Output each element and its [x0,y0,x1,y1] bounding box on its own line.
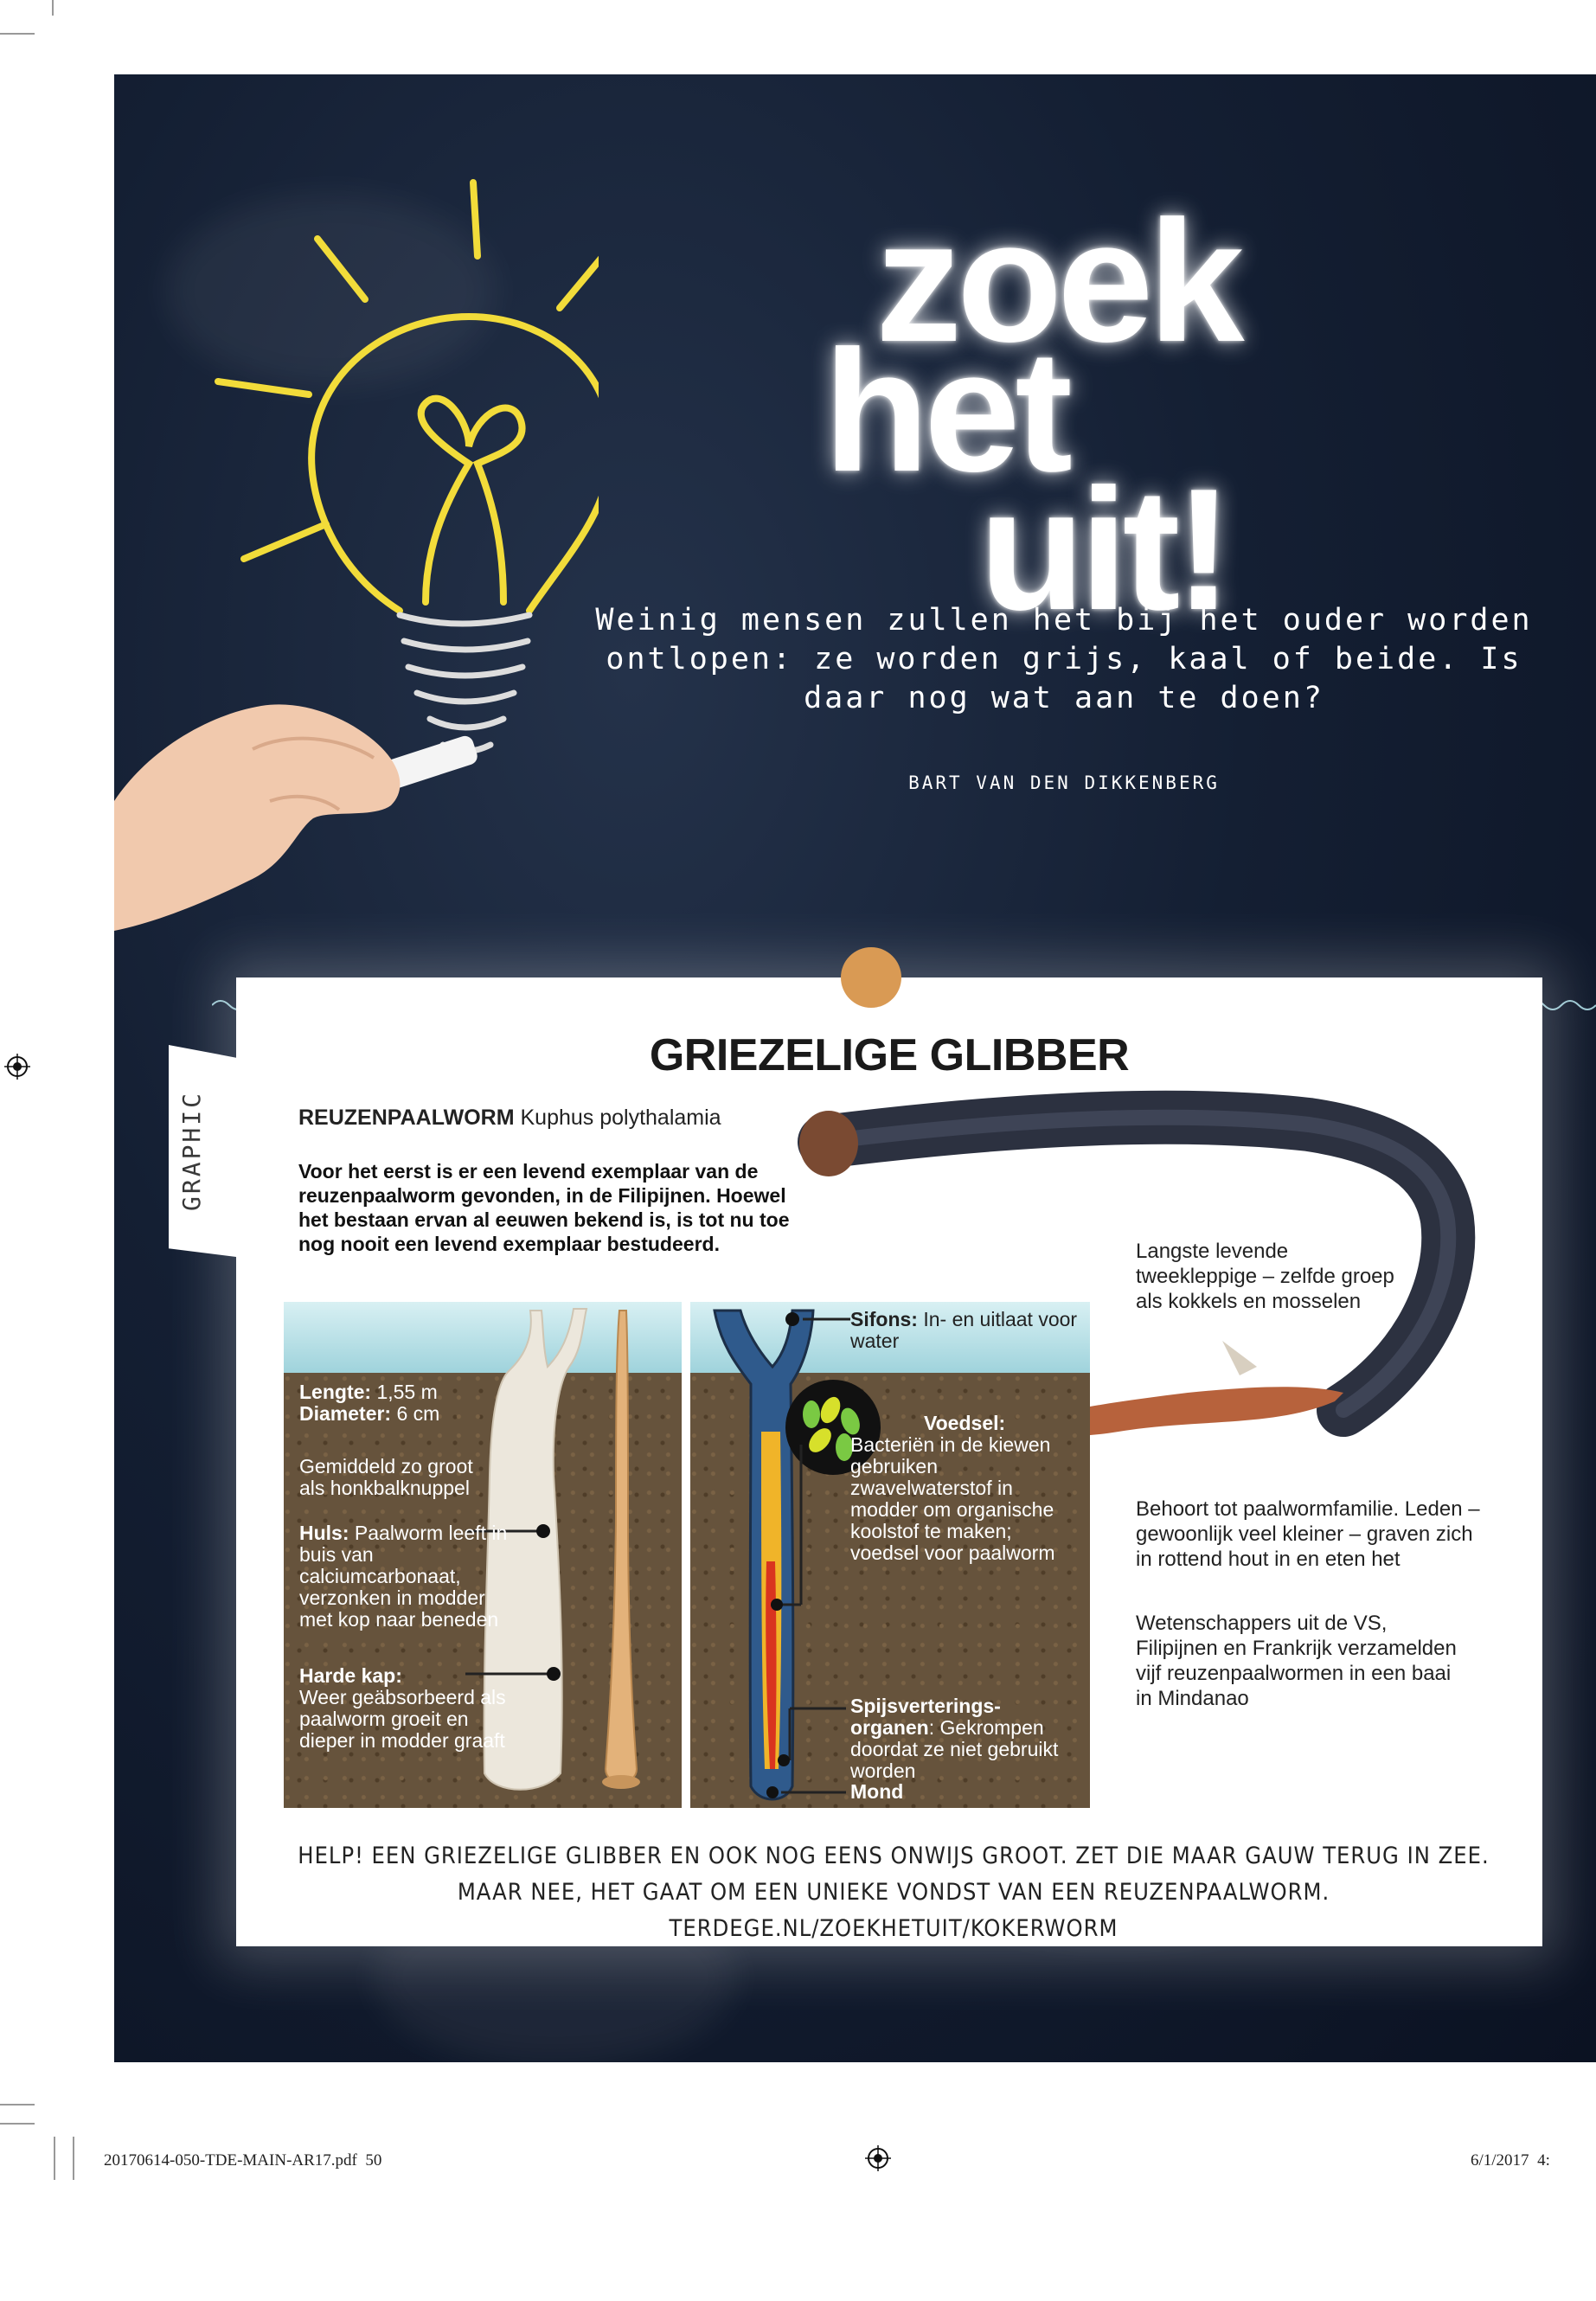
crop-mark [0,2104,35,2106]
diameter-value: 6 cm [396,1402,440,1425]
spijs-label: Spijsverterings-organen [850,1695,1001,1739]
kap-note [299,1665,524,1752]
footer-file: 20170614-050-TDE-MAIN-AR17.pdf [104,2151,357,2170]
diameter-label: Diameter: [299,1402,392,1425]
voedsel-note [850,1413,1080,1564]
infographic-title: GRIEZELIGE GLIBBER [649,1030,1130,1080]
length-label: Lengte: [299,1381,372,1403]
footer-page: 50 [365,2151,382,2170]
crop-mark [52,0,54,16]
crop-mark [0,2123,35,2125]
hand-with-chalk [114,645,495,939]
species-common-name: REUZENPAALWORM [298,1106,515,1130]
note-longest-bivalve: Langste levende tweekleppige – zelfde groep als kokkels en mosselen [1136,1240,1394,1313]
mond-label: Mond [850,1780,904,1803]
intro-text: Voor het eerst is er een levend exemplaar van de reuzenpaalworm gevonden, in de Filipijnen. Hoewel het bestaan ervan al eeuwen bekend is, is tot nu toe nog nooit een levend exemplaar bestudeerd. [298,1160,790,1255]
infographic-caption: HELP! EEN GRIEZELIGE GLIBBER EN OOK NOG EENS ONWIJS GROOT. ZET DIE MAAR GAUW TERUG IN ZEE. MAAR NEE, HET GAAT OM EEN UNIEKE VONDST VAN EEN REUZENPAALWORM. TERDEGE.NL/ZOEKHETUIT/KOKERWORM [298,1843,1490,1942]
mond-note [850,1781,1023,1803]
crop-mark [73,2137,74,2180]
crop-mark [54,2137,55,2180]
species-latin-name: Kuphus polythalamia [520,1106,721,1130]
registration-mark-icon [865,2145,891,2171]
tube-panel [284,1302,682,1808]
byline: BART VAN DEN DIKKENBERG [908,772,1220,793]
huls-label: Huls: [299,1522,349,1544]
huls-note [299,1522,516,1631]
footer-time: 4: [1537,2151,1550,2170]
anatomy-panel [690,1302,1090,1808]
length-diameter [299,1381,490,1425]
kap-text: Weer geäbsorbeerd als paalworm groeit en dieper in modder graaft [299,1686,506,1752]
sifons-label: Sifons: [850,1308,918,1330]
spijs-note: Spijsverterings-organen: Gekrompen doordat ze niet gebruikt worden [850,1695,1059,1782]
headline-line-3: uit! [979,453,1227,646]
footer-filename [104,2151,381,2170]
headline-line-2: het [824,315,1067,508]
kap-label: Harde kap: [299,1664,402,1687]
voedsel-text: Bacteriën in de kiewen gebruiken zwavelwaterstof in modder om organische koolstof te maken; voedsel voor paalworm [850,1433,1055,1564]
note-scientists: Wetenschappers uit de VS, Filipijnen en Frankrijk verzamelden vijf reuzenpaalwormen in een baai in Mindanao [1136,1612,1457,1710]
registration-mark-icon [4,1054,30,1080]
orange-dot [841,947,901,1008]
infographic-card [236,977,1542,1946]
sifons-text: In- en uitlaat voor water [850,1308,1078,1352]
species-name [298,1106,721,1131]
graphic-tab-label: GRAPHIC [177,1090,206,1211]
huls-text: Paalworm leeft in buis van calciumcarbonaat, verzonken in modder met kop naar beneden [299,1522,508,1631]
sifons-note [850,1309,1084,1352]
footer-date [1471,2151,1550,2170]
lede: Weinig mensen zullen het bij het ouder worden ontlopen: ze worden grijs, kaal of beide. Is daar nog wat aan te doen? [595,603,1533,715]
voedsel-label: Voedsel: [924,1412,1006,1434]
length-value: 1,55 m [376,1381,438,1403]
note-family: Behoort tot paalwormfamilie. Leden – gewoonlijk veel kleiner – graven zich in rottend hout in en eten het [1136,1497,1480,1571]
spijs-text: Gekrompen doordat ze niet gebruikt worden [850,1716,1059,1782]
headline-line-1: zoek [875,185,1240,378]
footer-date-value: 6/1/2017 [1471,2151,1529,2170]
size-compare: Gemiddeld zo groot als honkbalknuppel [299,1455,473,1499]
crop-mark [0,33,35,35]
